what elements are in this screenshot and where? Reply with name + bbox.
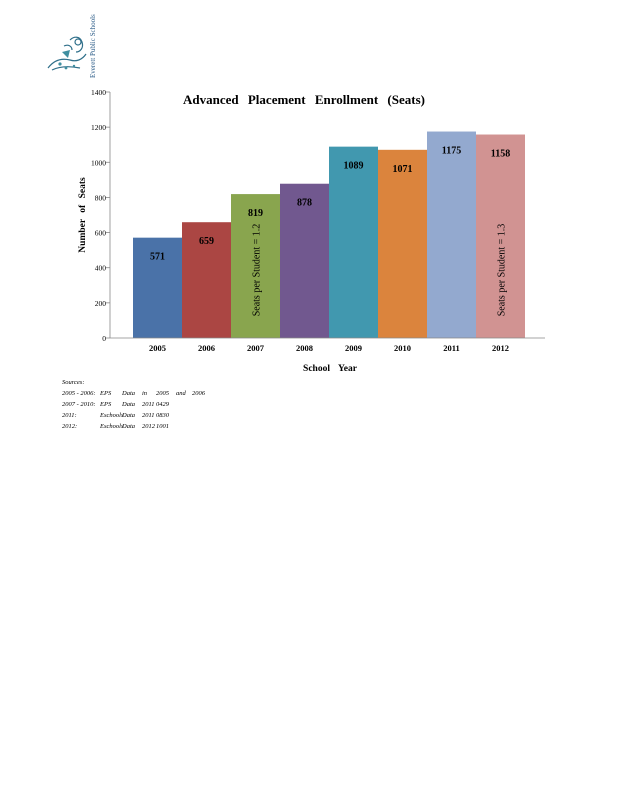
data-label-2012: 1158 [490,148,511,160]
data-label-2010: 1071 [392,163,413,175]
y-tick-label: 1000 [91,158,106,168]
x-tick-label: 2010 [394,343,411,353]
x-tick-label: 2005 [149,343,166,353]
annotation-2012: Seats per Student = 1.3 [496,223,508,317]
source-word: 2005 - 2006: [62,390,96,397]
source-line [62,410,212,421]
source-word: 2006 [192,390,205,397]
source-word: EPS [100,390,112,397]
y-tick-label: 0 [102,334,106,343]
source-word: 0429 [156,401,169,408]
data-label-2006: 659 [199,236,214,248]
source-word: 2011 [142,412,155,419]
bar-2009 [329,147,378,338]
data-label-2005: 571 [150,251,165,263]
source-word: 2011: [62,412,77,419]
chart-title: Advanced Placement Enrollment (Seats) [183,92,425,107]
source-word: EPS [100,401,112,408]
source-word: 2005 [156,390,169,397]
source-word: Data [122,412,135,419]
y-axis [91,88,110,343]
x-tick-label: 2007 [247,343,264,353]
bar-2010 [378,150,427,338]
source-word: 2007 - 2010: [62,401,96,408]
y-axis-label: Number of Seats [78,177,88,253]
y-tick-label: 600 [94,228,106,238]
source-line [62,388,212,399]
y-tick-label: 1200 [91,123,106,133]
source-word: in [142,390,148,397]
annotation-2007: Seats per Student = 1.2 [251,223,263,317]
data-label-2007: 819 [248,208,263,220]
source-word: 0830 [156,412,169,419]
y-tick-label: 200 [94,298,106,308]
y-tick-label: 800 [94,193,106,203]
y-tick-label: 400 [94,263,106,273]
x-tick-label: 2011 [443,343,460,353]
logo-text: Everett Public Schools [89,14,97,78]
source-word: 1001 [156,423,169,430]
source-word: 2011 [142,401,155,408]
data-label-2008: 878 [297,197,312,209]
source-line [62,399,212,410]
x-tick-label: 2008 [296,343,313,353]
source-word: Data [122,390,135,397]
data-label-2009: 1089 [343,160,364,172]
data-label-2011: 1175 [441,145,462,157]
bar-2011 [427,132,476,338]
source-word: 2012 [142,423,155,430]
sources-lines [62,388,212,432]
sources-heading: Sources: [62,379,85,386]
source-word: Eschools [100,412,124,419]
sources-note [62,377,212,432]
bars [133,132,525,338]
source-word: 2012: [62,423,78,430]
source-word: Data [122,423,135,430]
x-tick-label: 2012 [492,343,509,353]
y-tick-label: 1400 [91,88,106,97]
x-tick-label: 2009 [345,343,362,353]
source-word: and [176,390,186,397]
source-line [62,421,212,432]
x-axis-label: School Year [303,364,357,374]
source-word: Eschools [100,423,124,430]
source-word: Data [122,401,135,408]
x-axis [110,338,545,353]
x-tick-label: 2006 [198,343,215,353]
